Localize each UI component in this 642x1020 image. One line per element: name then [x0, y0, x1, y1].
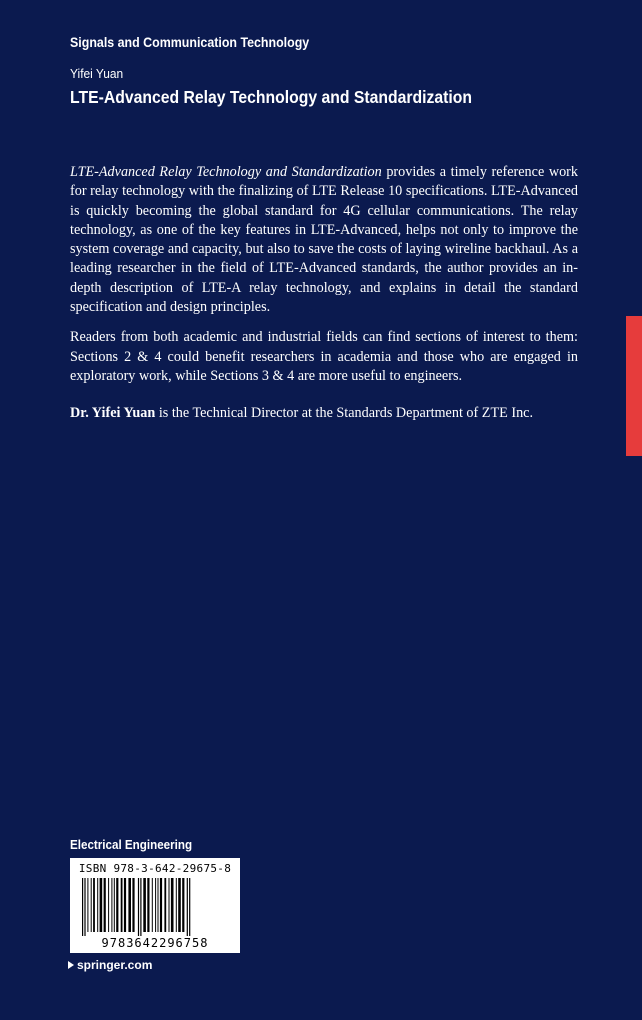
red-spine-tab: [626, 316, 642, 456]
blurb-title-italic: LTE-Advanced Relay Technology and Standardization: [70, 164, 382, 180]
author-bio-name: Dr. Yifei Yuan: [70, 405, 156, 422]
author-bio: [70, 404, 578, 423]
publisher-url: springer.com: [77, 958, 153, 972]
blurb-paragraph-2: Readers from both academic and industrial fields can find sections of interest to them: Sections 2 & 4 could benefit researchers in academia and those who are engaged in exploratory work, while Sections 3 & 4 are more useful to engineers.: [70, 329, 578, 384]
book-title: LTE-Advanced Relay Technology and Standardization: [70, 87, 472, 107]
blurb: [70, 163, 578, 435]
publisher-link[interactable]: [68, 958, 152, 972]
barcode-digits: 9783642296758: [101, 936, 209, 950]
barcode-box: [70, 858, 240, 953]
series-name: Signals and Communication Technology: [70, 35, 310, 50]
author-name: Yifei Yuan: [70, 66, 124, 81]
blurb-paragraph-1: [70, 163, 578, 317]
barcode-icon: [80, 878, 230, 936]
subject-category: Electrical Engineering: [70, 838, 193, 852]
arrow-right-icon: [68, 961, 74, 969]
isbn-label: ISBN 978-3-642-29675-8: [78, 862, 232, 875]
author-bio-text: is the Technical Director at the Standards Department of ZTE Inc.: [155, 405, 534, 422]
blurb-paragraph-1-text: provides a timely reference work for relay technology with the finalizing of LTE Release 10 specifications. LTE-Advanced is quickly becoming the global standard for 4G cellular communications. The relay technology, as one of the key features in LTE-Advanced, helps not only to improve the system coverage and capacity, but also to save the costs of laying wireline backhaul. As a leading researcher in the field of LTE-Advanced standards, the author provides an in-depth description of LTE-A relay technology, and explains in detail the standard specification and design principles.: [70, 164, 578, 316]
